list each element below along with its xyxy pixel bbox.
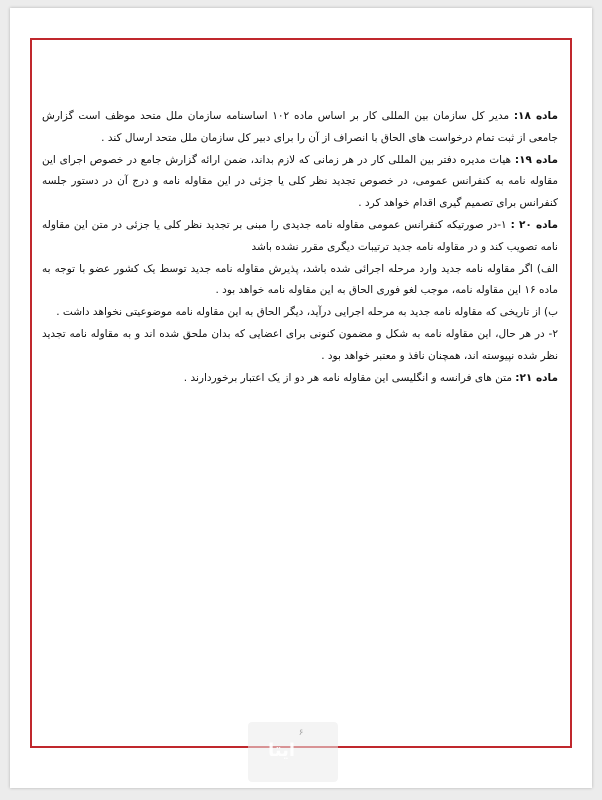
watermark-logo xyxy=(248,722,338,782)
article-text: ۱-در صورتیکه کنفرانس عمومی مقاوله نامه جدیدی را مبنی بر تجدید نظر کلی یا جزئی در متن این مقاوله نامه تصویب کند و در مقاوله نامه جدید ترتیبات دیگری مقرر نشده باشد xyxy=(42,218,558,253)
article-21 xyxy=(42,368,558,390)
article-text: هیات مدیره دفتر بین المللی کار در هر زمانی که لازم بداند، ضمن ارائه گزارش جامع در خصوص اجرای این مقاوله نامه به کنفرانس عمومی، در خصوص تجدید نظر کلی یا جزئی در این مقاوله نامه و درج آن در دستور جلسه کنفرانس برای تصمیم گیری اقدام خواهد کرد . xyxy=(42,153,558,210)
clause-text: ب) از تاریخی که مقاوله نامه جدید به مرحله اجرایی درآید، دیگر الحاق به این مقاوله نامه موضوعیتی نخواهد داشت . xyxy=(56,306,558,319)
article-18 xyxy=(42,106,558,150)
article-text: مدیر کل سازمان بین المللی کار بر اساس ماده ۱۰۲ اساسنامه سازمان ملل متحد موظف است گزارش جامعی از ثبت تمام درخواست های الحاق با انصراف از آن را برای دبیر کل سازمان ملل متحد ارسال کند . xyxy=(42,110,558,144)
article-20-item-2 xyxy=(42,324,558,368)
article-20-clause-a xyxy=(42,259,558,303)
article-text: متن های فرانسه و انگلیسی این مقاوله نامه هر دو از یک اعتبار برخوردارند . xyxy=(183,371,516,384)
article-20 xyxy=(42,215,558,259)
document-page xyxy=(10,8,592,788)
article-20-clause-b xyxy=(42,302,558,324)
article-19 xyxy=(42,150,558,215)
clause-text: ۲- در هر حال، این مقاوله نامه به شکل و مضمون کنونی برای اعضایی که بدان ملحق شده اند و به مقاوله نامه تجدید نظر شده نپیوسته اند، همچنان نافذ و معتبر خواهد بود . xyxy=(42,327,558,362)
document-body xyxy=(42,106,558,389)
article-heading: ماده ۱۹: xyxy=(514,153,559,166)
article-heading: ماده ۲۰ : xyxy=(510,218,559,231)
article-heading: ماده ۲۱: xyxy=(515,371,558,384)
watermark-text: ایتا xyxy=(268,740,296,761)
clause-text: الف) اگر مقاوله نامه جدید وارد مرحله اجرائی شده باشد، پذیرش مقاوله نامه جدید توسط یک کشور عضو با توجه به ماده ۱۶ این مقاوله نامه، موجب لغو فوری الحاق به این مقاوله نامه خواهد بود . xyxy=(42,262,558,297)
article-heading: ماده ۱۸: xyxy=(513,110,558,122)
